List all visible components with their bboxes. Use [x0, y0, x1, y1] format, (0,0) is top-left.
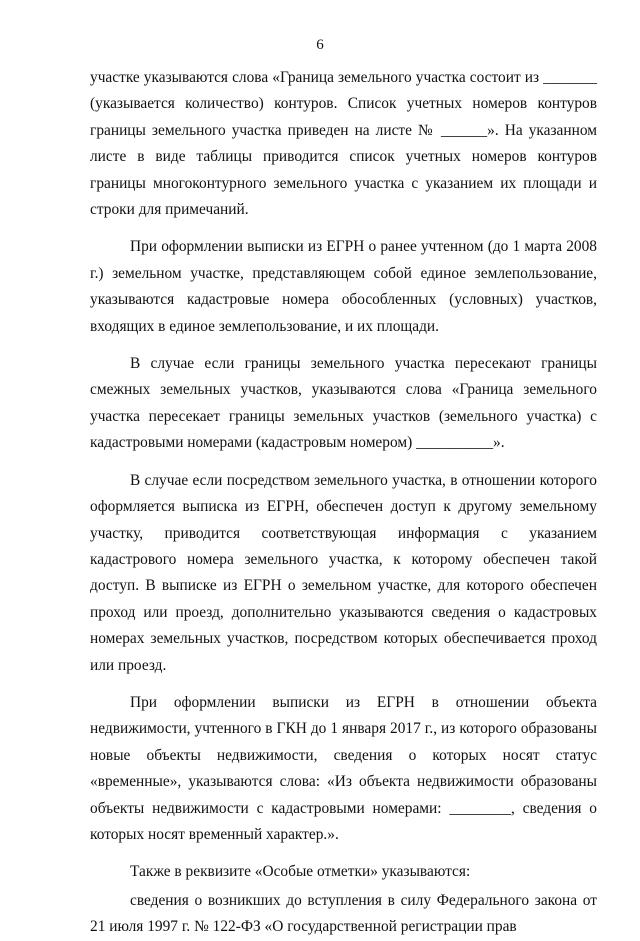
page-number: 6 — [316, 37, 324, 53]
paragraph-access-provision: В случае если посредством земельного участка, в отношении которого оформляется выписка из ЕГРН, обеспечен доступ к другому земельному участку, приводится соответствующая информация с указанием кадастрового номера земельного участка, к которому обеспечен такой доступ. В выписке из ЕГРН о земельном участке, для которого обеспечен проход или проезд, дополнительно указываются сведения о кадастровых номерах земельных участков, посредством которых обеспечивается проход или проезд. — [90, 471, 597, 674]
paragraph-boundary-intersection: В случае если границы земельного участка пересекают границы смежных земельных участков, указываются слова «Граница земельного участка пересекает границы земельных участков (земельного участка) с кадастровыми номерами (кадастровым номером) __________». — [90, 355, 597, 452]
paragraph-prior-registered-parcel: При оформлении выписки из ЕГРН о ранее учтенном (до 1 марта 2008 г.) земельном участке, представляющем собой единое землепользование, указываются кадастровые номера обособленных (условных) участков, входящих в единое землепользование, и их площади. — [90, 238, 597, 335]
paragraph-contour-list: участке указываются слова «Граница земельного участка состоит из _______ (указывается количество) контуров. Список учетных номеров контуров границы земельного участка приведен на листе № ______». На указанном листе в виде таблицы приводится список учетных номеров контуров границы многоконтурного земельного участка с указанием их площади и строки для примечаний. — [90, 69, 597, 219]
document-body — [90, 65, 597, 941]
paragraph-temporary-objects: При оформлении выписки из ЕГРН в отношении объекта недвижимости, учтенного в ГКН до 1 января 2017 г., из которого образованы новые объекты недвижимости, сведения о которых носят статус «временные», указываются слова: «Из объекта недвижимости образованы объекты недвижимости с кадастровыми номерами: ________, сведения о которых носят временный характер.». — [90, 693, 597, 843]
paragraph-special-marks: Также в реквизите «Особые отметки» указываются: — [130, 863, 471, 881]
paragraph-federal-law-info: сведения о возникших до вступления в силу Федерального закона от 21 июля 1997 г. № 122-ФЗ «О государственной регистрации прав — [90, 891, 597, 936]
